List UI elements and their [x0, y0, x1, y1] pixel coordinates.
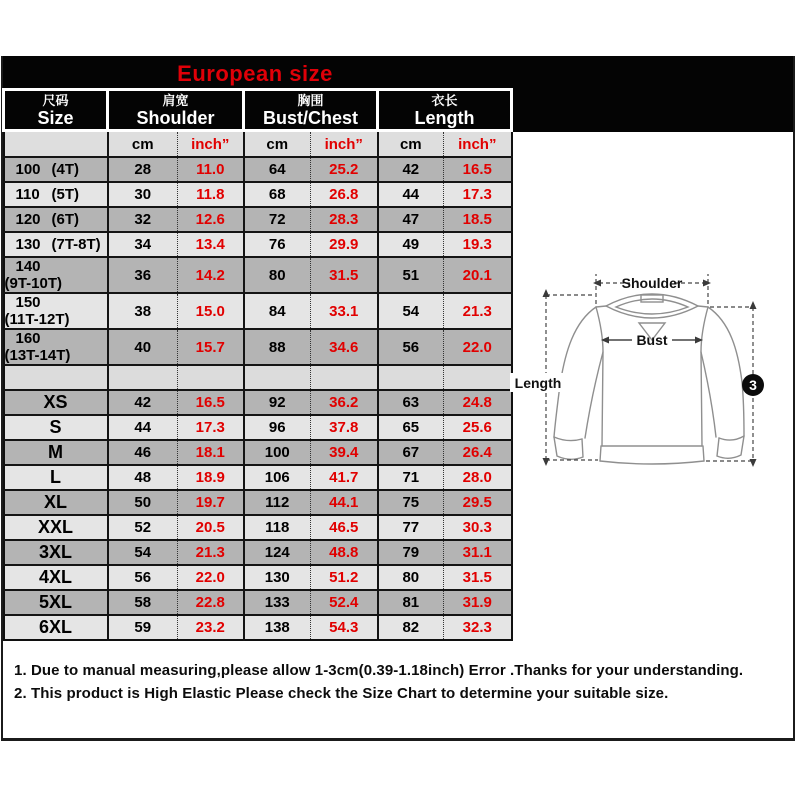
- table-row: 160(13T-14T) 40 15.7 88 34.6 56 22.0: [4, 329, 512, 365]
- col-size: 尺码 Size: [4, 90, 108, 131]
- spacer-row: [4, 365, 512, 390]
- unit-inch: inch”: [178, 131, 244, 158]
- notes: [14, 659, 789, 705]
- shoulder-label: Shoulder: [621, 275, 683, 291]
- table-row: 120 (6T) 32 12.6 72 28.3 47 18.5: [4, 207, 512, 232]
- table-row: 100 (4T) 28 11.0 64 25.2 42 16.5: [4, 157, 512, 182]
- table-row: 3XL 54 21.3 124 48.8 79 31.1: [4, 540, 512, 565]
- units-row: [4, 131, 512, 158]
- badge-number: 3: [749, 377, 757, 393]
- unit-inch: inch”: [444, 131, 512, 158]
- table-row: 130 (7T-8T) 34 13.4 76 29.9 49 19.3: [4, 232, 512, 257]
- unit-cm: cm: [244, 131, 311, 158]
- page-title: European size: [177, 61, 333, 86]
- table-row: 5XL 58 22.8 133 52.4 81 31.9: [4, 590, 512, 615]
- table-row: L 48 18.9 106 41.7 71 28.0: [4, 465, 512, 490]
- table-row: XXL 52 20.5 118 46.5 77 30.3: [4, 515, 512, 540]
- table-header-row: [4, 90, 512, 131]
- garment-diagram: [508, 240, 795, 490]
- col-length: 衣长 Length: [378, 90, 512, 131]
- table-row: 4XL 56 22.0 130 51.2 80 31.5: [4, 565, 512, 590]
- table-row: 110 (5T) 30 11.8 68 26.8 44 17.3: [4, 182, 512, 207]
- table-row: S 44 17.3 96 37.8 65 25.6: [4, 415, 512, 440]
- length-label: Length: [514, 375, 562, 391]
- bust-label: Bust: [636, 332, 668, 348]
- unit-cm: cm: [108, 131, 178, 158]
- col-shoulder: 肩宽 Shoulder: [108, 90, 244, 131]
- note-line-1: 1. Due to manual measuring,please allow 1-3cm(0.39-1.18inch) Error .Thanks for your understanding.: [14, 662, 744, 679]
- table-row: 6XL 59 23.2 138 54.3 82 32.3: [4, 615, 512, 640]
- size-chart-table: [2, 88, 513, 641]
- table-row: 140(9T-10T) 36 14.2 80 31.5 51 20.1: [4, 257, 512, 293]
- table-row: XS 42 16.5 92 36.2 63 24.8: [4, 390, 512, 415]
- col-bust: 胸围 Bust/Chest: [244, 90, 378, 131]
- note-line-2: 2. This product is High Elastic Please check the Size Chart to determine your suitable size.: [14, 685, 669, 702]
- table-row: 150(11T-12T) 38 15.0 84 33.1 54 21.3: [4, 293, 512, 329]
- unit-inch: inch”: [311, 131, 378, 158]
- table-row: XL 50 19.7 112 44.1 75 29.5: [4, 490, 512, 515]
- unit-cm: cm: [378, 131, 444, 158]
- sweatshirt-outline: [554, 294, 744, 464]
- table-row: M 46 18.1 100 39.4 67 26.4: [4, 440, 512, 465]
